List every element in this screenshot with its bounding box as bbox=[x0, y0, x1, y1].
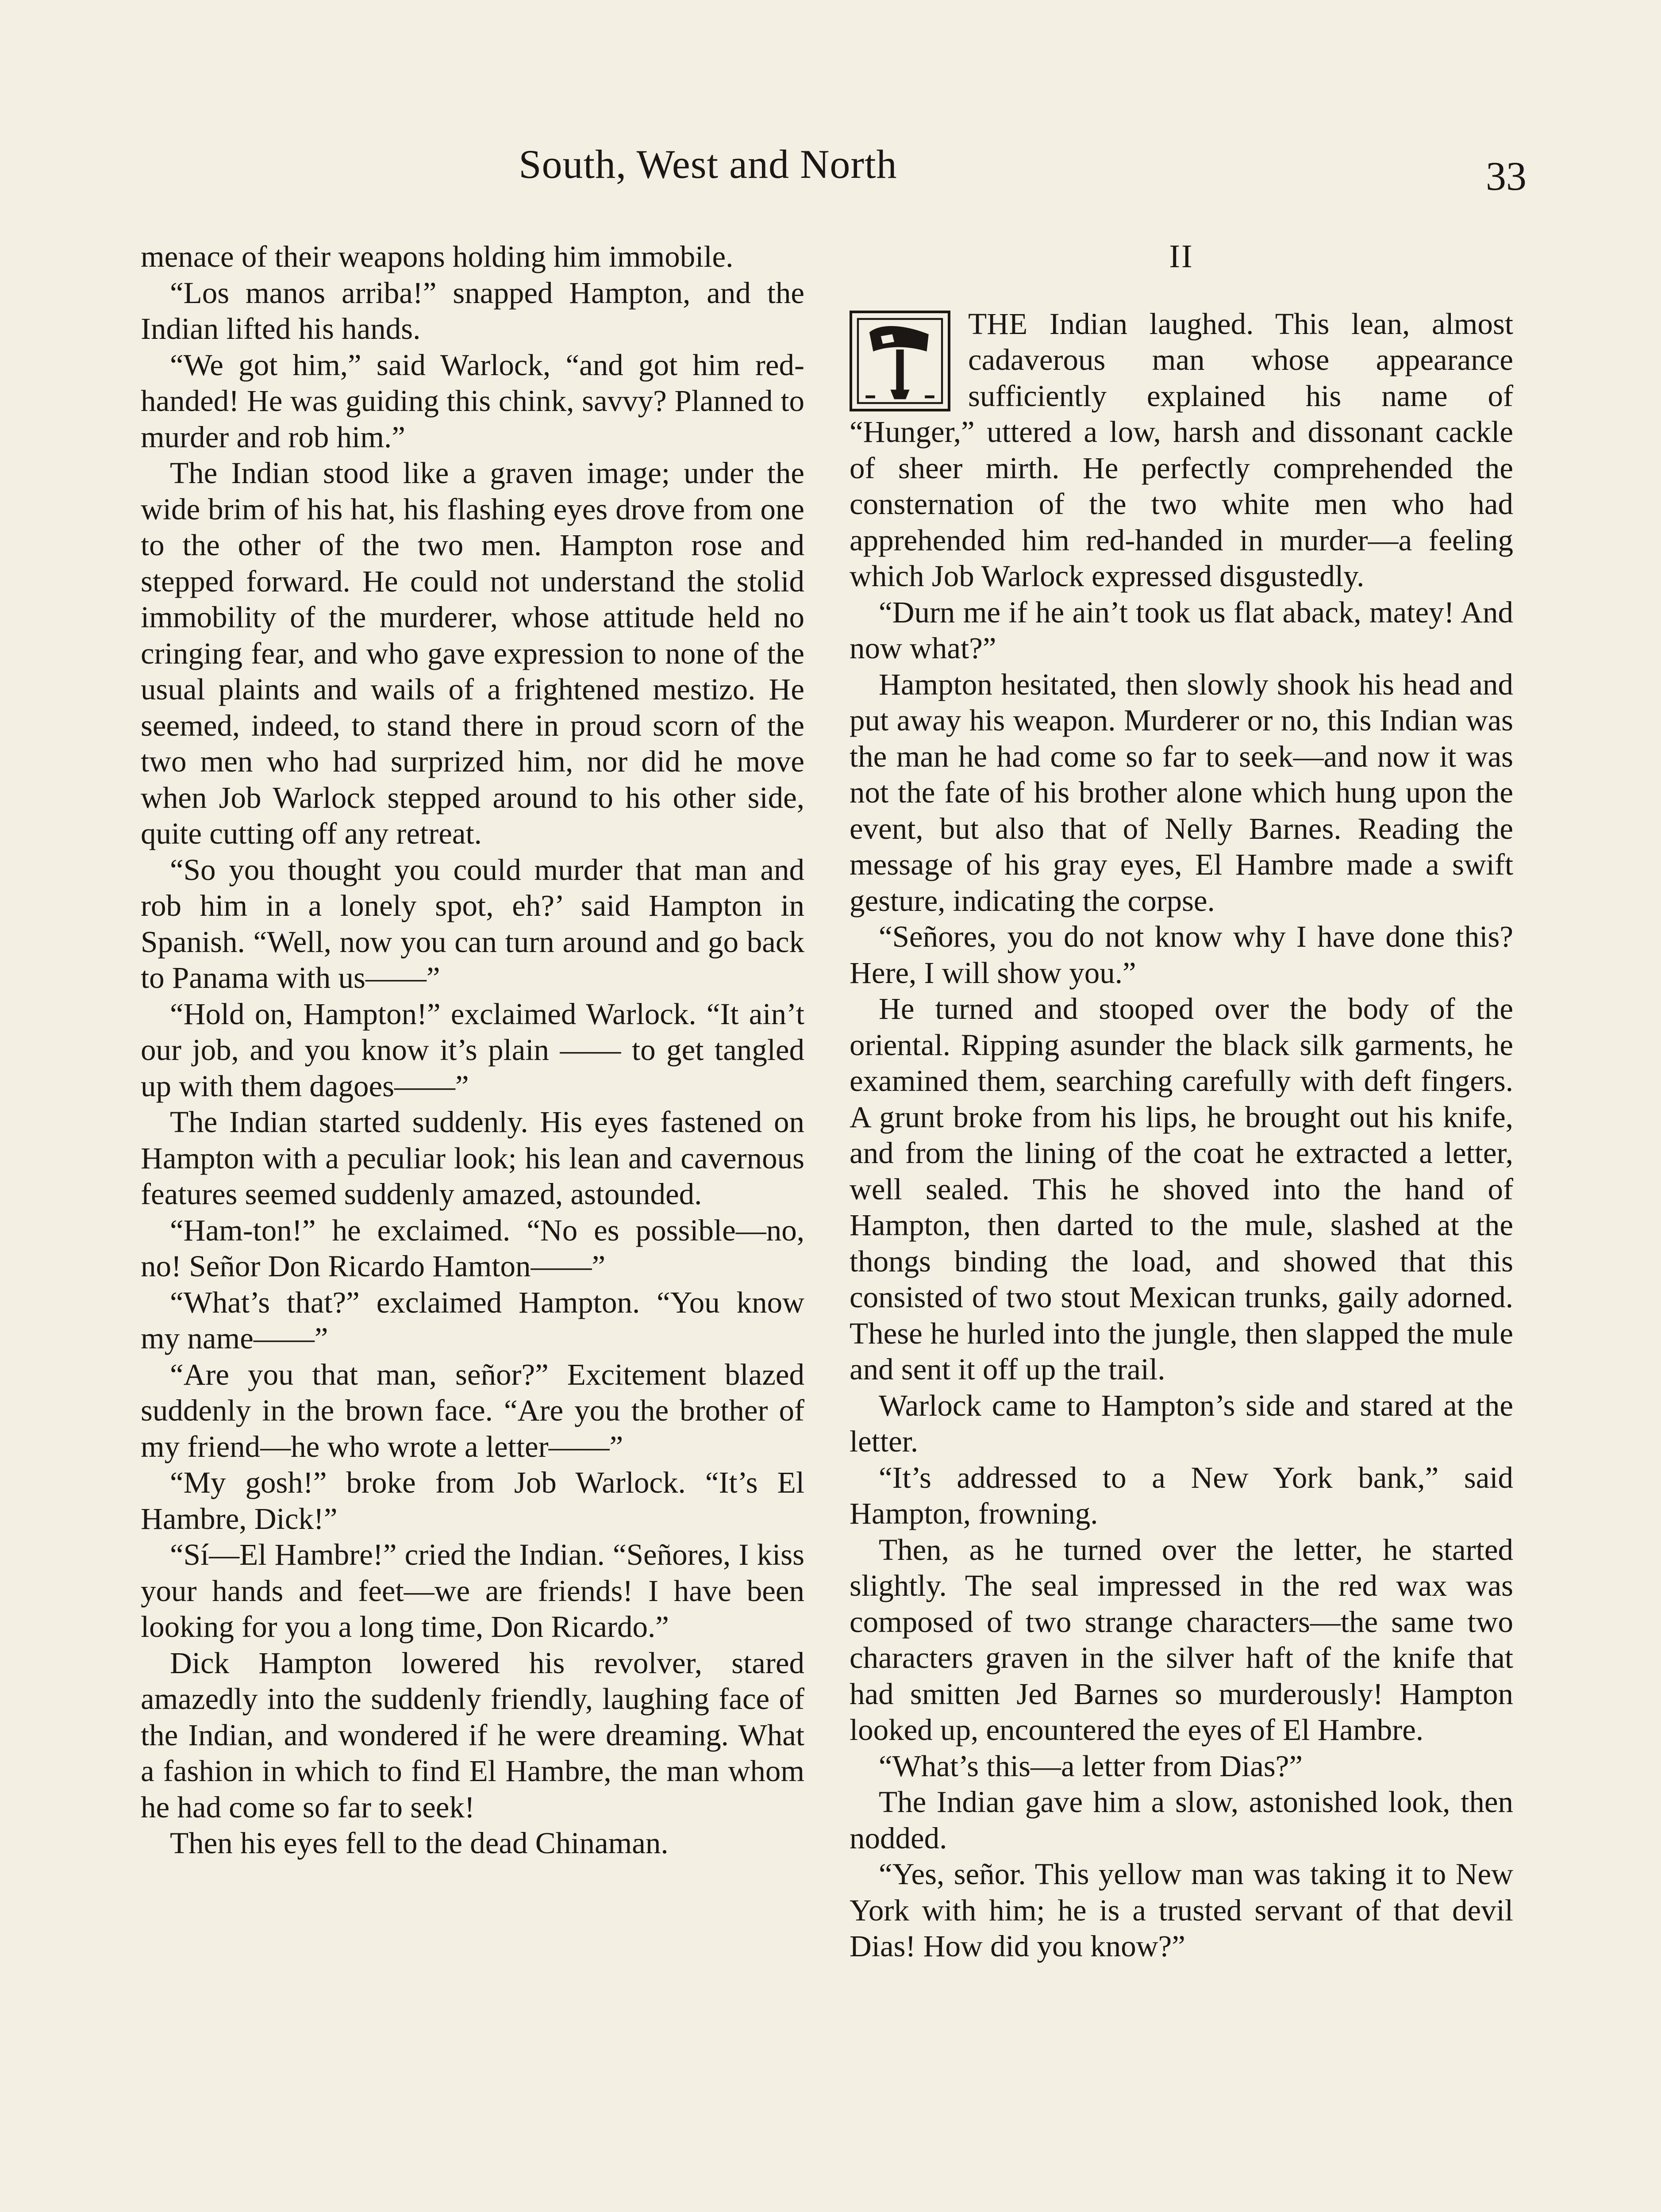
paragraph: “What’s this—a letter from Dias?” bbox=[879, 1749, 1303, 1783]
section-heading: II bbox=[1169, 238, 1194, 275]
paragraph: “So you thought you could murder that man and rob him in a lonely spot, eh?’ said Hampton in Spanish. “Well, now you can turn around and go back to Panama with us——” bbox=[141, 853, 804, 995]
paragraph: “Durn me if he ain’t took us flat aback, matey! And now what?” bbox=[850, 595, 1513, 665]
left-column bbox=[141, 239, 804, 1862]
paragraph: Hampton hesitated, then slowly shook his head and put away his weapon. Murderer or no, this Indian was the man he had come so far to seek—and now it was not the fate of his brother alone which hung upon the event, but also that of Nelly Barnes. Reading the message of his gray eyes, El Hambre made a swift gesture, indicating the corpse. bbox=[850, 667, 1513, 918]
paragraph: “Los manos arriba!” snapped Hampton, and the Indian lifted his hands. bbox=[141, 276, 804, 346]
paragraph: “Yes, señor. This yellow man was taking it to New York with him; he is a trusted servant of that devil Dias! How did you know?” bbox=[850, 1857, 1513, 1963]
paragraph: “Ham-ton!” he exclaimed. “No es possible—no, no! Señor Don Ricardo Hamton——” bbox=[141, 1213, 804, 1283]
paragraph: “Sí—El Hambre!” cried the Indian. “Señores, I kiss your hands and feet—we are friends! I have been looking for you a long time, Don Ricardo.” bbox=[141, 1538, 804, 1644]
paragraph: “Señores, you do not know why I have done this? Here, I will show you.” bbox=[850, 920, 1513, 990]
paragraph: Then, as he turned over the letter, he started slightly. The seal impressed in the red wax was composed of two strange characters—the same two characters graven in the silver haft of the knife that had smitten Jed Barnes so murderously! Hampton looked up, encountered the eyes of El Hambre. bbox=[850, 1532, 1513, 1747]
paragraph: Dick Hampton lowered his revolver, stared amazedly into the suddenly friendly, laughing face of the Indian, and wondered if he were dreaming. What a fashion in which to find El Hambre, the man whom he had come so far to seek! bbox=[141, 1646, 804, 1824]
paragraph: “My gosh!” broke from Job Warlock. “It’s El Hambre, Dick!” bbox=[141, 1466, 804, 1536]
page-number: 33 bbox=[1486, 154, 1526, 199]
paragraph: He turned and stooped over the body of the oriental. Ripping asunder the black silk garments, he examined them, searching carefully with deft fingers. A grunt broke from his lips, he brought out his knife, and from the lining of the coat he extracted a letter, well sealed. This he shoved into the hand of Hampton, then darted to the mule, slashed at the thongs binding the load, and showed that this consisted of two stout Mexican trunks, gaily adorned. These he hurled into the jungle, then slapped the mule and sent it off up the trail. bbox=[850, 992, 1513, 1386]
paragraph: “Hold on, Hampton!” exclaimed Warlock. “It ain’t our job, and you know it’s plain —— to get tangled up with them dagoes——” bbox=[141, 997, 804, 1103]
paragraph: Then his eyes fell to the dead Chinaman. bbox=[170, 1826, 669, 1860]
paragraph: “It’s addressed to a New York bank,” said Hampton, frowning. bbox=[850, 1460, 1513, 1530]
paragraph: Warlock came to Hampton’s side and stared at the letter. bbox=[850, 1388, 1513, 1458]
paragraph: The Indian gave him a slow, astonished look, then nodded. bbox=[850, 1785, 1513, 1855]
right-column bbox=[850, 239, 1513, 1965]
paragraph: “Are you that man, señor?” Excitement blazed suddenly in the brown face. “Are you the brother of my friend—he who wrote a letter——” bbox=[141, 1357, 804, 1463]
paragraph: “What’s that?” exclaimed Hampton. “You know my name——” bbox=[141, 1285, 804, 1355]
paragraph: The Indian started suddenly. His eyes fastened on Hampton with a peculiar look; his lean and cavernous features seemed suddenly amazed, astounded. bbox=[141, 1105, 804, 1211]
paragraph: The Indian stood like a graven image; under the wide brim of his hat, his flashing eyes drove from one to the other of the two men. Hampton rose and stepped forward. He could not understand the stolid immobility of the murderer, whose attitude held no cringing fear, and who gave expression to none of the usual plaints and wails of a frightened mestizo. He seemed, indeed, to stand there in proud scorn of the two men who had surprized him, nor did he move when Job Warlock stepped around to his other side, quite cutting off any retreat. bbox=[141, 456, 804, 850]
paragraph: “We got him,” said Warlock, “and got him red-handed! He was guiding this chink, savvy? Planned to murder and rob him.” bbox=[141, 348, 804, 454]
paragraph: THE Indian laughed. This lean, almost cadaverous man whose appearance sufficiently explained his name of “Hunger,” uttered a low, harsh and dissonant cackle of sheer mirth. He perfectly comprehended the consternation of the two white men who had apprehended him red-handed in murder—a feeling which Job Warlock expressed disgustedly. bbox=[850, 307, 1513, 593]
woodcut-initial-icon bbox=[850, 311, 950, 411]
running-header: South, West and North bbox=[519, 142, 897, 187]
paragraph: menace of their weapons holding him immobile. bbox=[141, 240, 734, 273]
